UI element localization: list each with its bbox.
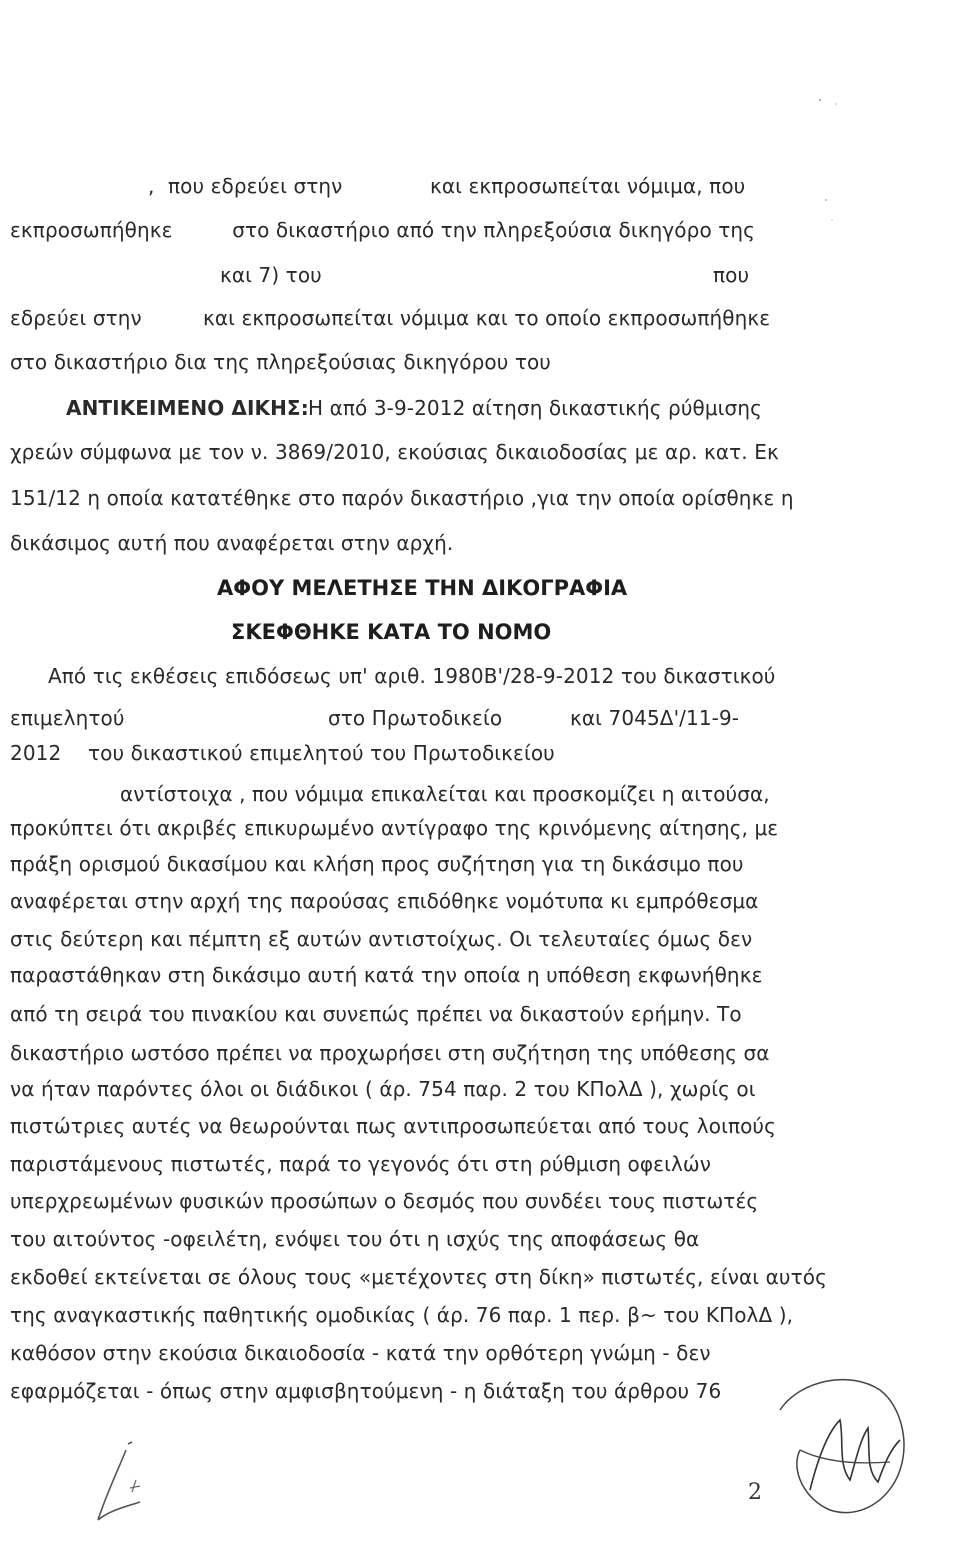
text-fragment: που — [713, 263, 750, 287]
handwritten-initial-mark — [88, 1440, 148, 1530]
text-fragment: της αναγκαστικής παθητικής ομοδικίας ( άρ. 76 παρ. 1 περ. β~ του ΚΠολΔ ), — [10, 1303, 794, 1327]
text-fragment: επιμελητού — [10, 706, 125, 730]
text-fragment: πράξη ορισμού δικασίμου και κλήση προς συζήτηση για τη δικάσιμο που — [10, 852, 744, 876]
text-fragment: στο δικαστήριο δια της πληρεξούσιας δικηγόρου του — [10, 350, 551, 374]
text-fragment: εκδοθεί εκτείνεται σε όλους τους «μετέχοντες στη δίκη» πιστωτές, είναι αυτός — [10, 1265, 827, 1289]
text-fragment: αναφέρεται στην αρχή της παρούσας επιδόθηκε νομότυπα κι εμπρόθεσμα — [10, 889, 759, 913]
text-line — [10, 218, 755, 242]
text-fragment: υπερχρεωμένων φυσικών προσώπων ο δεσμός που συνδέει τους πιστωτές — [10, 1189, 759, 1213]
text-fragment: και 7) του — [220, 263, 322, 287]
text-fragment: παραστάθηκαν στη δικάσιμο αυτή κατά την οποία η υπόθεση εκφωνήθηκε — [10, 963, 763, 987]
scan-speckles — [800, 90, 860, 240]
text-fragment: 151/12 η οποία κατατέθηκε στο παρόν δικαστήριο ,για την οποία ορίσθηκε η — [10, 486, 794, 510]
text-fragment: Από τις εκθέσεις επιδόσεως υπ' αριθ. 1980Β'/28-9-2012 του δικαστικού — [48, 664, 776, 688]
text-fragment: εφαρμόζεται - όπως στην αμφισβητούμενη - η διάταξη του άρθρου 76 — [10, 1379, 722, 1403]
heading-considered-law: ΣΚΕΦΘΗΚΕ ΚΑΤΑ ΤΟ ΝΟΜΟ — [231, 620, 552, 644]
text-fragment: του αιτούντος -οφειλέτη, ενόψει του ότι η ισχύς της αποφάσεως θα — [10, 1227, 700, 1251]
text-fragment: στις δεύτερη και πέμπτη εξ αυτών αντιστοίχως. Οι τελευταίες όμως δεν — [10, 927, 753, 951]
heading-read-pleadings: ΑΦΟΥ ΜΕΛΕΤΗΣΕ ΤΗΝ ΔΙΚΟΓΡΑΦΙΑ — [217, 576, 628, 600]
text-fragment: του δικαστικού επιμελητού του Πρωτοδικείου — [88, 741, 555, 765]
text-fragment: και εκπροσωπείται νόμιμα, που — [430, 174, 746, 198]
page-number: 2 — [748, 1480, 762, 1505]
signature-mark — [760, 1370, 940, 1530]
text-fragment: από τη σειρά του πινακίου και συνεπώς πρέπει να δικαστούν ερήμην. Το — [10, 1002, 742, 1026]
text-fragment: εδρεύει στην — [10, 306, 142, 330]
text-fragment: που εδρεύει στην — [168, 174, 343, 198]
text-fragment: και εκπροσωπείται νόμιμα και το οποίο εκπροσωπήθηκε — [203, 306, 771, 330]
text-fragment: στο Πρωτοδικείο — [328, 706, 503, 730]
section-label: ΑΝΤΙΚΕΙΜΕΝΟ ΔΙΚΗΣ: — [66, 396, 309, 420]
text-fragment: Η από 3-9-2012 αίτηση δικαστικής ρύθμισης — [308, 396, 762, 420]
text-fragment: στο δικαστήριο από την πληρεξούσια δικηγόρο της — [232, 218, 755, 242]
text-fragment: και 7045Δ'/11-9- — [570, 706, 740, 730]
text-fragment: να ήταν παρόντες όλοι οι διάδικοι ( άρ. 754 παρ. 2 του ΚΠολΔ ), χωρίς οι — [10, 1077, 756, 1101]
text-fragment: εκπροσωπήθηκε — [10, 218, 173, 242]
text-fragment: παριστάμενους πιστωτές, παρά το γεγονός ότι στη ρύθμιση οφειλών — [10, 1152, 712, 1176]
text-fragment: δικάσιμος αυτή που αναφέρεται στην αρχή. — [10, 531, 454, 555]
text-fragment: πιστώτριες αυτές να θεωρούνται πως αντιπροσωπεύεται από τους λοιπούς — [10, 1114, 776, 1138]
text-fragment: 2012 — [10, 741, 62, 765]
text-fragment: προκύπτει ότι ακριβές επικυρωμένο αντίγραφο της κρινόμενης αίτησης, με — [10, 816, 779, 840]
text-fragment: καθόσον στην εκούσια δικαιοδοσία - κατά την ορθότερη γνώμη - δεν — [10, 1341, 711, 1365]
text-fragment: δικαστήριο ωστόσο πρέπει να προχωρήσει στη συζήτηση της υπόθεσης σα — [10, 1041, 770, 1065]
text-fragment: αντίστοιχα , που νόμιμα επικαλείται και προσκομίζει η αιτούσα, — [120, 782, 770, 806]
text-fragment: , — [148, 174, 155, 198]
text-fragment: χρεών σύμφωνα με τον ν. 3869/2010, εκούσιας δικαιοδοσίας με αρ. κατ. Εκ — [10, 440, 779, 464]
